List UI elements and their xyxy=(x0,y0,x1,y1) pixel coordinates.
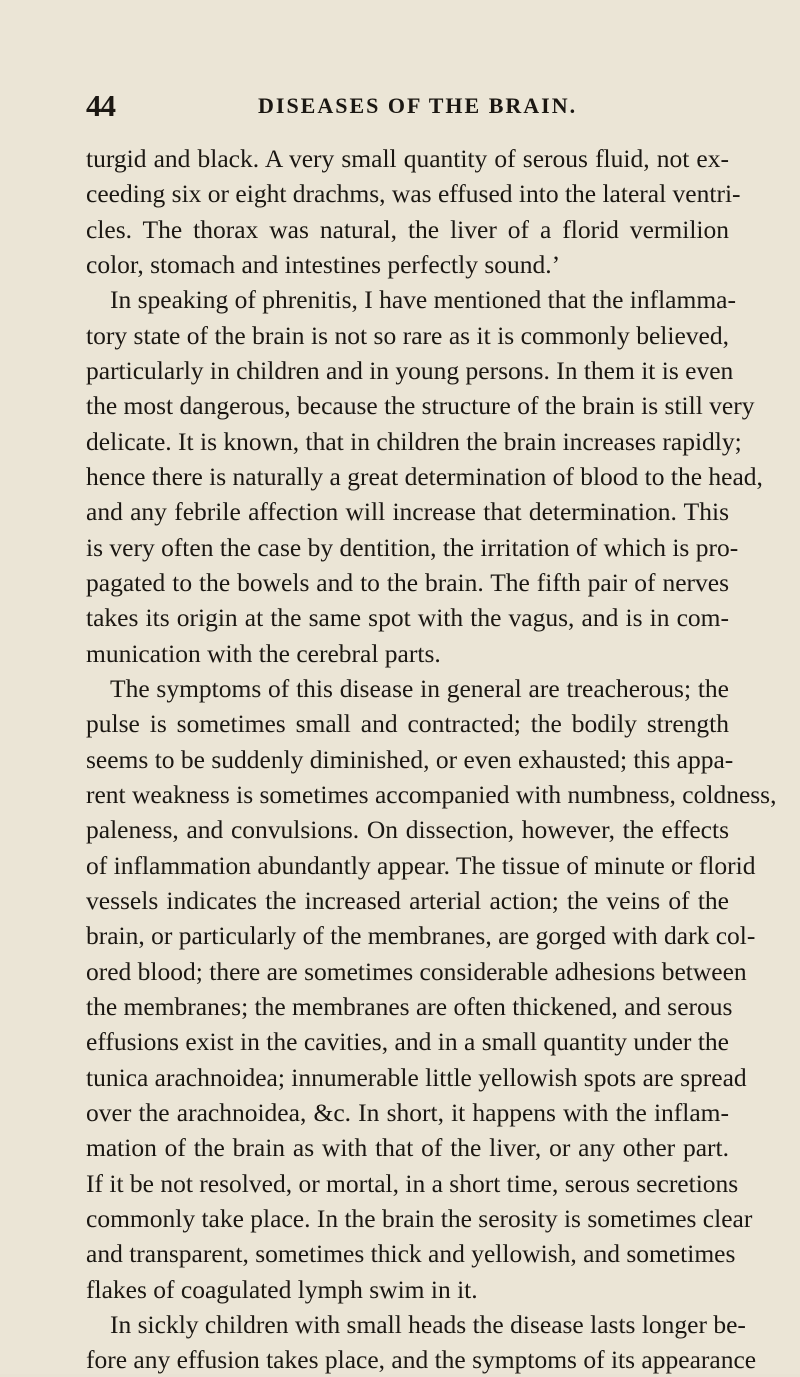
body-text xyxy=(86,141,777,1377)
page-header xyxy=(86,88,726,124)
text-line: pulse is sometimes small and contracted; the bodily strength xyxy=(86,709,729,739)
page-number: 44 xyxy=(86,88,115,123)
text-line: paleness, and convulsions. On dissection, however, the effects xyxy=(86,815,729,845)
text-line: seems to be suddenly diminished, or even exhausted; this appa- xyxy=(86,744,734,774)
text-line: cles. The thorax was natural, the liver of a florid vermilion xyxy=(86,214,729,244)
text-line: and transparent, sometimes thick and yellowish, and sometimes xyxy=(86,1239,736,1269)
text-line: is very often the case by dentition, the irritation of which is pro- xyxy=(86,532,739,562)
text-line: munication with the cerebral parts. xyxy=(86,638,441,668)
text-line: flakes of coagulated lymph swim in it. xyxy=(86,1274,478,1304)
text-line: takes its origin at the same spot with the vagus, and is in com- xyxy=(86,603,729,633)
text-line: fore any effusion takes place, and the symptoms of its appearance xyxy=(86,1345,757,1375)
text-line: ored blood; there are sometimes considerable adhesions between xyxy=(86,956,747,986)
text-line: brain, or particularly of the membranes, are gorged with dark col- xyxy=(86,921,756,951)
text-line: The symptoms of this disease in general are treacherous; the xyxy=(110,673,729,703)
text-line: mation of the brain as with that of the liver, or any other part. xyxy=(86,1133,729,1163)
text-line: the membranes; the membranes are often thickened, and serous xyxy=(86,991,733,1021)
text-line: If it be not resolved, or mortal, in a short time, serous secretions xyxy=(86,1168,739,1198)
running-title: DISEASES OF THE BRAIN. xyxy=(258,93,578,118)
text-line: tunica arachnoidea; innumerable little yellowish spots are spread xyxy=(86,1062,747,1092)
text-line: tory state of the brain is not so rare as it is commonly believed, xyxy=(86,320,729,350)
text-line: turgid and black. A very small quantity of serous fluid, not ex- xyxy=(86,144,729,173)
text-line: commonly take place. In the brain the serosity is sometimes clear xyxy=(86,1203,753,1233)
text-line: color, stomach and intestines perfectly sound.’ xyxy=(86,249,561,279)
text-line: and any febrile affection will increase that determination. This xyxy=(86,497,729,527)
text-line: vessels indicates the increased arterial action; the veins of the xyxy=(86,885,729,915)
text-line: delicate. It is known, that in children the brain increases rapidly; xyxy=(86,426,742,456)
text-line: pagated to the bowels and to the brain. The fifth pair of nerves xyxy=(86,567,729,597)
text-line: over the arachnoidea, &c. In short, it happens with the inflam- xyxy=(86,1097,729,1127)
text-line: ceeding six or eight drachms, was effused into the lateral ventri- xyxy=(86,179,741,209)
text-line: the most dangerous, because the structure of the brain is still very xyxy=(86,391,755,421)
text-line: of inflammation abundantly appear. The tissue of minute or florid xyxy=(86,850,756,880)
text-line: In speaking of phrenitis, I have mentioned that the inflamma- xyxy=(110,285,736,315)
text-line: effusions exist in the cavities, and in a small quantity under the xyxy=(86,1027,729,1057)
text-line: particularly in children and in young persons. In them it is even xyxy=(86,355,734,385)
text-line: rent weakness is sometimes accompanied with numbness, coldness, xyxy=(86,779,777,809)
text-line: In sickly children with small heads the disease lasts longer be- xyxy=(110,1309,746,1339)
text-line: hence there is naturally a great determination of blood to the head, xyxy=(86,461,763,491)
